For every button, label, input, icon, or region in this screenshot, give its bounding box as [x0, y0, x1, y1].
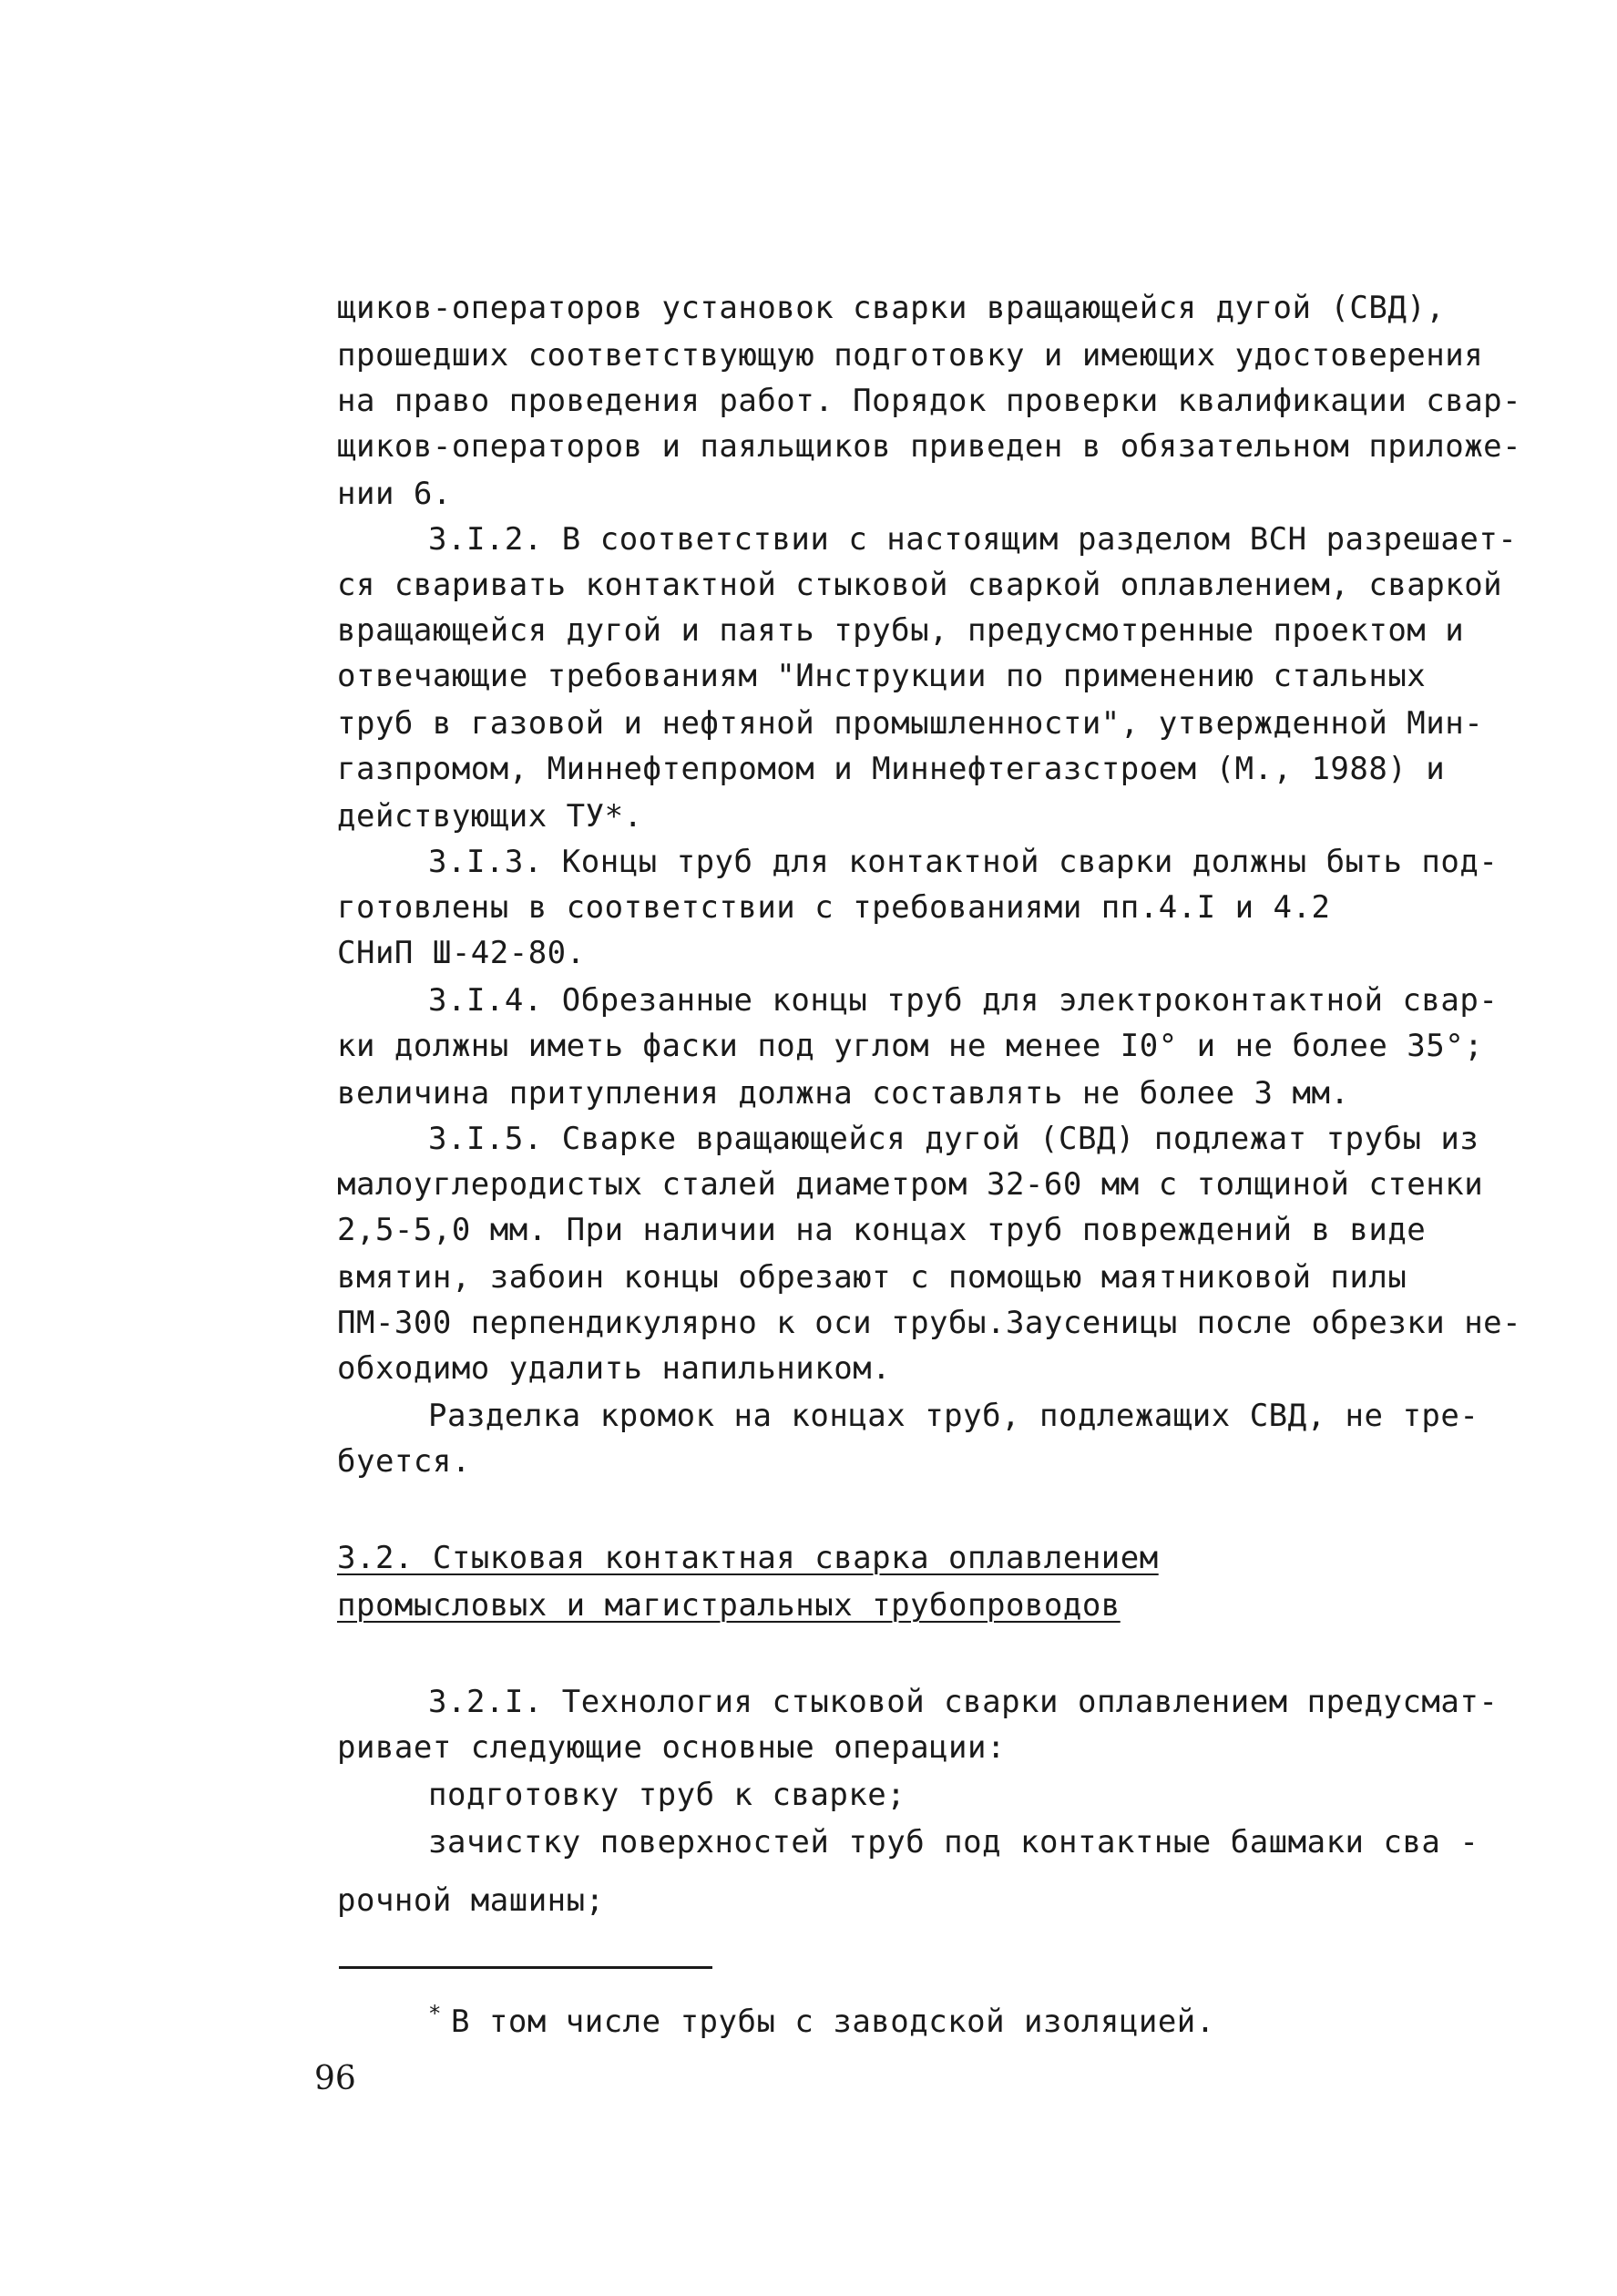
footnote-text: В том числе трубы с заводской изоляцией.: [450, 2004, 1215, 2040]
section-body-line: ривает следующие основные операции:: [337, 1729, 1006, 1766]
body-line: готовлены в соответствии с требованиями пп.4.I и 4.2: [337, 889, 1331, 926]
body-line: прошедших соответствующую подготовку и имеющих удостоверения: [337, 337, 1484, 374]
body-line: ки должны иметь фаски под углом не менее I0° и не более 35°;: [337, 1028, 1484, 1064]
body-line: малоуглеродистых сталей диаметром 32-60 мм с толщиной стенки: [337, 1166, 1484, 1203]
body-line: отвечающие требованиям "Инструкции по применению стальных: [337, 658, 1427, 694]
body-line: 3.I.2. В соответствии с настоящим разделом ВСН разрешает-: [428, 521, 1518, 558]
body-line: щиков-операторов и паяльщиков приведен в обязательном приложе-: [337, 428, 1522, 465]
body-line: труб в газовой и нефтяной промышленности", утвержденной Мин-: [337, 705, 1484, 742]
body-line: буется.: [337, 1443, 471, 1480]
section-heading-line: 3.2. Стыковая контактная сварка оплавлением: [337, 1540, 1159, 1576]
section-heading-line: промысловых и магистральных трубопроводов: [337, 1587, 1121, 1624]
section-body-line: 3.2.I. Технология стыковой сварки оплавлением предусмат-: [428, 1684, 1499, 1720]
section-body-line: зачистку поверхностей труб под контактные башмаки сва -: [428, 1824, 1479, 1860]
footnote-mark: *: [428, 2001, 442, 2026]
section-body-line: подготовку труб к сварке;: [428, 1777, 906, 1813]
body-line: ся сваривать контактной стыковой сваркой оплавлением, сваркой: [337, 567, 1503, 603]
body-line: СНиП Ш-42-80.: [337, 935, 586, 971]
body-line: действующих ТУ*.: [337, 798, 643, 835]
page-number: 96: [314, 2060, 356, 2097]
body-line: вращающейся дугой и паять трубы, предусмотренные проектом и: [337, 612, 1465, 649]
body-line: Разделка кромок на концах труб, подлежащих СВД, не тре-: [428, 1398, 1479, 1434]
body-line: газпромом, Миннефтепромом и Миннефтегазстроем (М., 1988) и: [337, 751, 1446, 787]
body-line: 2,5-5,0 мм. При наличии на концах труб повреждений в виде: [337, 1212, 1427, 1248]
body-line: вмятин, забоин концы обрезают с помощью маятниковой пилы: [337, 1259, 1407, 1296]
section-body-line: рочной машины;: [337, 1882, 605, 1919]
body-line: нии 6.: [337, 476, 452, 512]
body-line: ПМ-300 перпендикулярно к оси трубы.Заусеницы после обрезки не-: [337, 1305, 1522, 1341]
footnote-divider: [339, 1966, 712, 1969]
body-line: обходимо удалить напильником.: [337, 1350, 892, 1387]
body-line: 3.I.3. Концы труб для контактной сварки должны быть под-: [428, 844, 1499, 880]
body-line: на право проведения работ. Порядок проверки квалификации свар-: [337, 383, 1522, 419]
body-line: щиков-операторов установок сварки вращающейся дугой (СВД),: [337, 290, 1446, 326]
body-line: величина притупления должна составлять не более 3 мм.: [337, 1075, 1350, 1112]
body-line: 3.I.5. Сварке вращающейся дугой (СВД) подлежат трубы из: [428, 1121, 1479, 1157]
footnote: [428, 1995, 1215, 2040]
body-line: 3.I.4. Обрезанные концы труб для электроконтактной свар-: [428, 982, 1499, 1019]
